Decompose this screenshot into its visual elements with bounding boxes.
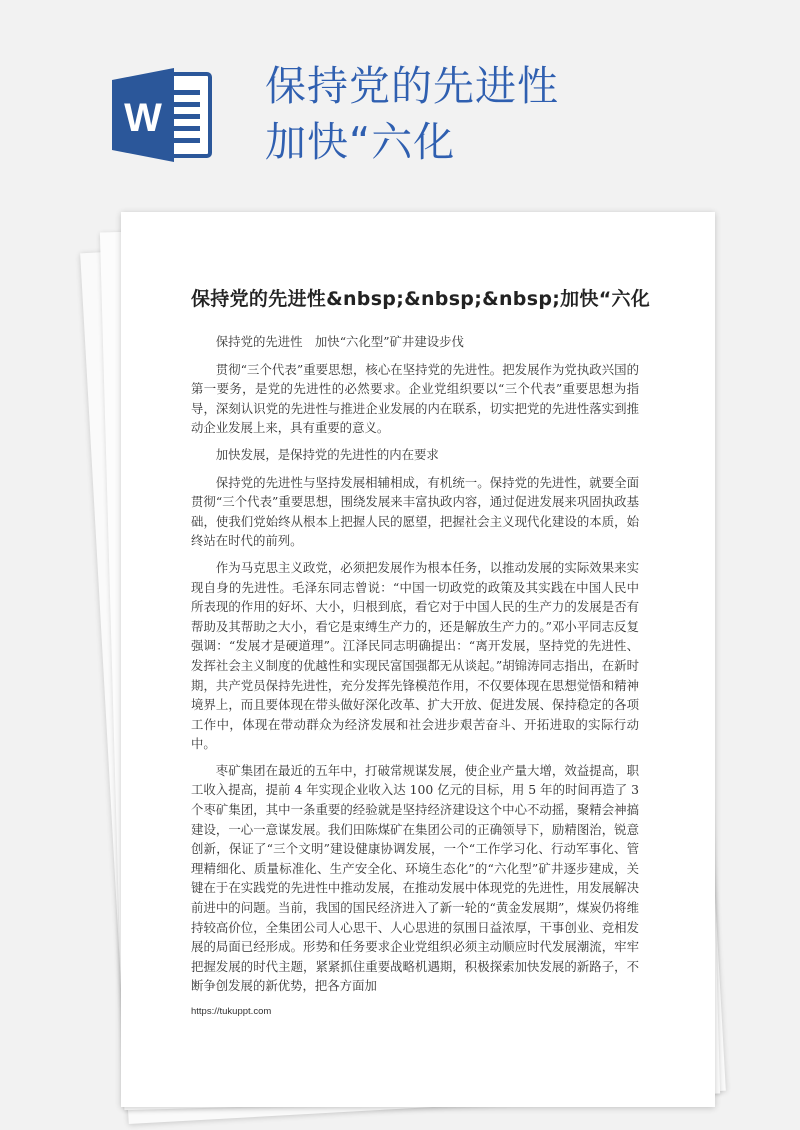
document-title: 保持党的先进性&nbsp;&nbsp;&nbsp;加快“六化 [191,288,651,310]
source-link[interactable]: https://tukuppt.com [191,1006,272,1017]
body-paragraph: 作为马克思主义政党，必须把发展作为根本任务，以推动发展的实际效果来实现自身的先进性。毛泽东同志曾说：“中国一切政党的政策及其实践在中国人民中所表现的作用的好坏、大小，归根到底，看它对于中国人民的生产力的发展是否有帮助及其帮助之大小，看它是束缚生产力的，还是解放生产力的。”邓小平同志反复强调：“发展才是硬道理”。江泽民同志明确提出：“离开发展，坚持党的先进性、发挥社会主义制度的优越性和实现民富国强都无从谈起。”胡锦涛同志指出，在新时期，共产党员保持先进性，充分发挥先锋模范作用，不仅要体现在思想觉悟和精神境界上，而且要体现在带头做好深化改革、扩大开放、促进发展、保持稳定的各项工作中，体现在带动群众为经济发展和社会进步艰苦奋斗、开拓进取的实际行动中。 [191,559,639,752]
title-line-2: 加快“六化 [265,118,456,166]
svg-text:W: W [124,96,162,140]
title-line-1: 保持党的先进性 [265,62,559,110]
document-body [191,332,639,1003]
header [0,0,800,200]
body-paragraph: 保持党的先进性与坚持发展相辅相成，有机统一。保持党的先进性，就要全面贯彻“三个代表”重要思想，围绕发展来丰富执政内容，通过促进发展来巩固执政基础，使我们党始终从根本上把握人民的愿望，把握社会主义现代化建设的本质，始终站在时代的前列。 [191,474,639,549]
section-heading: 加快发展，是保持党的先进性的内在要求 [215,446,439,462]
subtitle-paragraph: 保持党的先进性 加快“六化型”矿井建设步伐 [215,334,464,349]
word-doc-icon [112,68,214,162]
page-title [265,58,559,170]
body-paragraph: 贯彻“三个代表”重要思想，核心在坚持党的先进性。把发展作为党执政兴国的第一要务，是党的先进性的必然要求。企业党组织要以“三个代表”重要思想为指导，深刻认识党的先进性与推进企业发展的内在联系，切实把党的先进性落实到推动企业发展上来，具有重要的意义。 [191,361,639,436]
body-paragraph: 枣矿集团在最近的五年中，打破常规谋发展，使企业产量大增，效益提高，职工收入提高，提前 4 年实现企业收入达 100 亿元的目标，用 5 年的时间再造了 3 个枣矿集团，其中一条重要的经验就是坚持经济建设这个中心不动摇，聚精会神搞建设，一心一意谋发展。我们田陈煤矿在集团公司的正确领导下，励精图治，锐意创新，保证了“三个文明”建设健康协调发展，一个“工作学习化、行动军事化、管理精细化、质量标准化、生产安全化、环境生态化”的“六化型”矿井逐步建成，关键在于在实践党的先进性中推动发展，在推动发展中体现党的先进性，用发展解决前进中的问题。当前，我国的国民经济进入了新一轮的“黄金发展期”，煤炭仍将维持较高价位，全集团公司人心思干、人心思进的氛围日益浓厚，干事创业、竞相发展的局面已经形成。形势和任务要求企业党组织必须主动顺应时代发展潮流，牢牢把握发展的时代主题，紧紧抓住重要战略机遇期，积极探索加快发展的新路子，不断争创发展的新优势，把各方面加 [191,762,639,994]
document-page [121,212,715,1107]
